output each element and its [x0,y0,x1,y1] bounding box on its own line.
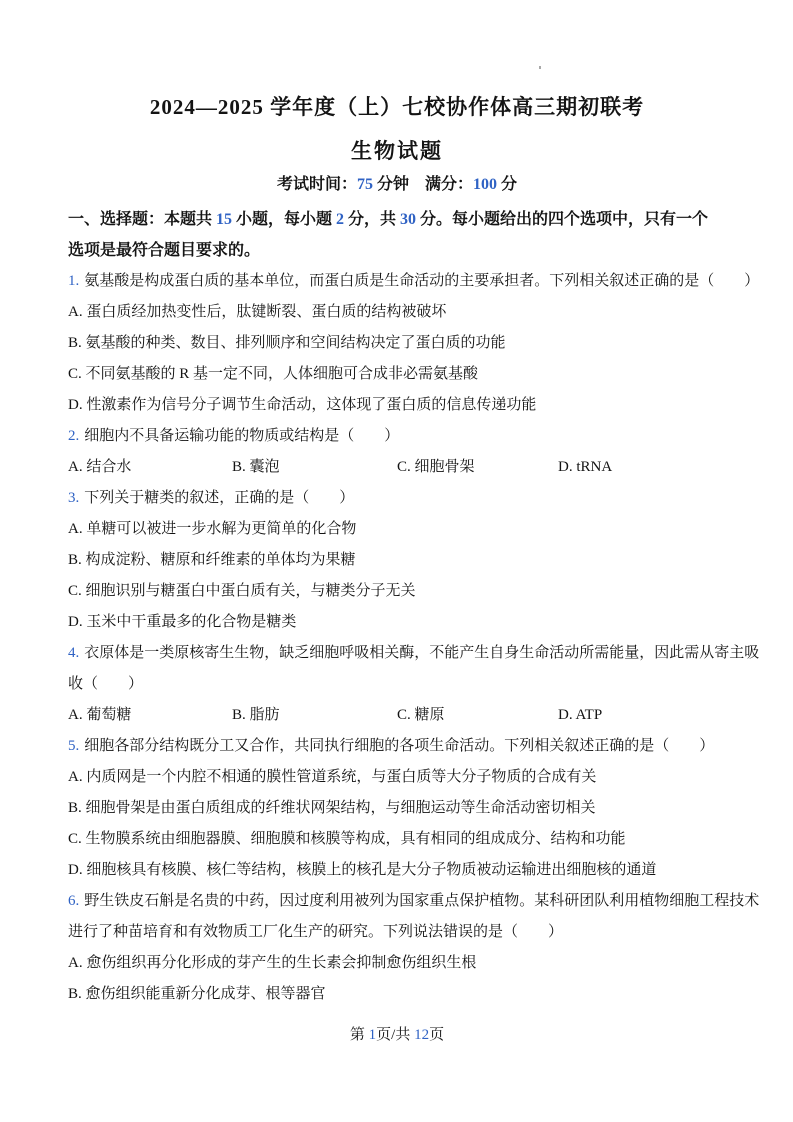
exam-info-suffix: 分 [497,176,518,193]
section-heading-text: 分，共 [344,211,401,228]
question-5-number: 5. [68,738,80,754]
questions-block [68,266,760,1010]
question-6-stem [68,886,760,917]
question-2-number: 2. [68,428,80,444]
exam-duration-value: 75 [356,176,373,193]
question-3-option-a: A. 单糖可以被进一步水解为更简单的化合物 [68,521,357,537]
question-4-stem [68,638,760,669]
question-4-stem-text: 衣原体是一类原核寄生生物，缺乏细胞呼吸相关酶，不能产生自身生命活动所需能量，因此需从寄主吸 [84,645,760,661]
question-4-option-c: C. 糖原 [397,707,445,723]
question-6-option-b: B. 愈伤组织能重新分化成芽、根等器官 [68,986,326,1002]
question-1-stem [68,266,760,297]
section-points-each: 2 [336,211,345,228]
question-3-option-d: D. 玉米中干重最多的化合物是糖类 [68,614,297,630]
exam-total-score-value: 100 [473,176,497,193]
question-5-option-b: B. 细胞骨架是由蛋白质组成的纤维状网架结构，与细胞运动等生命活动密切相关 [68,800,596,816]
footer-total-pages: 12 [414,1027,430,1043]
question-3-option-c: C. 细胞识别与糖蛋白中蛋白质有关，与糖类分子无关 [68,583,416,599]
question-4-number: 4. [68,645,80,661]
question-5-option-c: C. 生物膜系统由细胞器膜、细胞膜和核膜等构成，具有相同的组成成分、结构和功能 [68,831,626,847]
question-5-option-d: D. 细胞核具有核膜、核仁等结构，核膜上的核孔是大分子物质被动运输进出细胞核的通道 [68,862,657,878]
question-4-stem-continued: 收（ ） [68,676,144,692]
exam-info [68,174,726,196]
question-5-option-a: A. 内质网是一个内腔不相通的膜性管道系统，与蛋白质等大分子物质的合成有关 [68,769,597,785]
page-content [68,0,760,1046]
question-3-number: 3. [68,490,80,506]
section-heading-text: 小题，每小题 [232,211,337,228]
question-2-stem [68,421,726,452]
question-3-option-b: B. 构成淀粉、糖原和纤维素的单体均为果糖 [68,552,356,568]
question-3-stem-text: 下列关于糖类的叙述，正确的是（ ） [84,490,355,506]
exam-title: 2024—2025 学年度（上）七校协作体高三期初联考 [149,95,645,119]
question-4-option-a: A. 葡萄糖 [68,707,132,723]
section-heading-line-1 [68,204,726,235]
question-2-option-d: D. tRNA [558,459,613,475]
section-heading-text: 一、选择题：本题共 [68,211,217,228]
question-2-option-b: B. 囊泡 [232,459,280,475]
question-6-number: 6. [68,893,80,909]
question-4-options-row [68,700,726,731]
question-6-option-a: A. 愈伤组织再分化形成的芽产生的生长素会抑制愈伤组织生根 [68,955,477,971]
question-5-stem [68,731,726,762]
section-heading-line-2: 选项是最符合题目要求的。 [68,242,261,259]
question-1-option-d: D. 性激素作为信号分子调节生命活动，这体现了蛋白质的信息传递功能 [68,397,537,413]
question-4-option-b: B. 脂肪 [232,707,280,723]
exam-subtitle: 生物试题 [351,139,443,163]
footer-text: 第 [349,1027,369,1043]
section-points-total: 30 [400,211,417,228]
question-4-option-d: D. ATP [558,707,603,723]
exam-info-label-score: 分钟 满分： [372,176,473,193]
question-3-stem [68,483,726,514]
question-1-option-c: C. 不同氨基酸的 R 基一定不同，人体细胞可合成非必需氨基酸 [68,366,479,382]
page-footer [68,1024,726,1046]
footer-current-page: 1 [368,1027,377,1043]
question-2-options-row [68,452,726,483]
exam-info-label-time: 考试时间： [276,176,357,193]
question-1-option-b: B. 氨基酸的种类、数目、排列顺序和空间结构决定了蛋白质的功能 [68,335,506,351]
question-6-stem-text: 野生铁皮石斛是名贵的中药，因过度利用被列为国家重点保护植物。某科研团队利用植物细胞工程技术 [84,893,760,909]
question-1-option-a: A. 蛋白质经加热变性后，肽键断裂、蛋白质的结构被破坏 [68,304,447,320]
footer-text: 页 [429,1027,445,1043]
question-5-stem-text: 细胞各部分结构既分工又合作，共同执行细胞的各项生命活动。下列相关叙述正确的是（ ） [84,738,715,754]
question-1-stem-text: 氨基酸是构成蛋白质的基本单位，而蛋白质是生命活动的主要承担者。下列相关叙述正确的是（ ） [84,273,760,289]
section-question-count: 15 [216,211,233,228]
question-2-stem-text: 细胞内不具备运输功能的物质或结构是（ ） [84,428,400,444]
question-2-option-c: C. 细胞骨架 [397,459,475,475]
question-6-stem-continued: 进行了种苗培育和有效物质工厂化生产的研究。下列说法错误的是（ ） [68,924,564,940]
question-1-number: 1. [68,273,80,289]
footer-text: 页/共 [376,1027,415,1043]
section-heading-text: 分。每小题给出的四个选项中，只有一个 [416,211,709,228]
question-2-option-a: A. 结合水 [68,459,132,475]
